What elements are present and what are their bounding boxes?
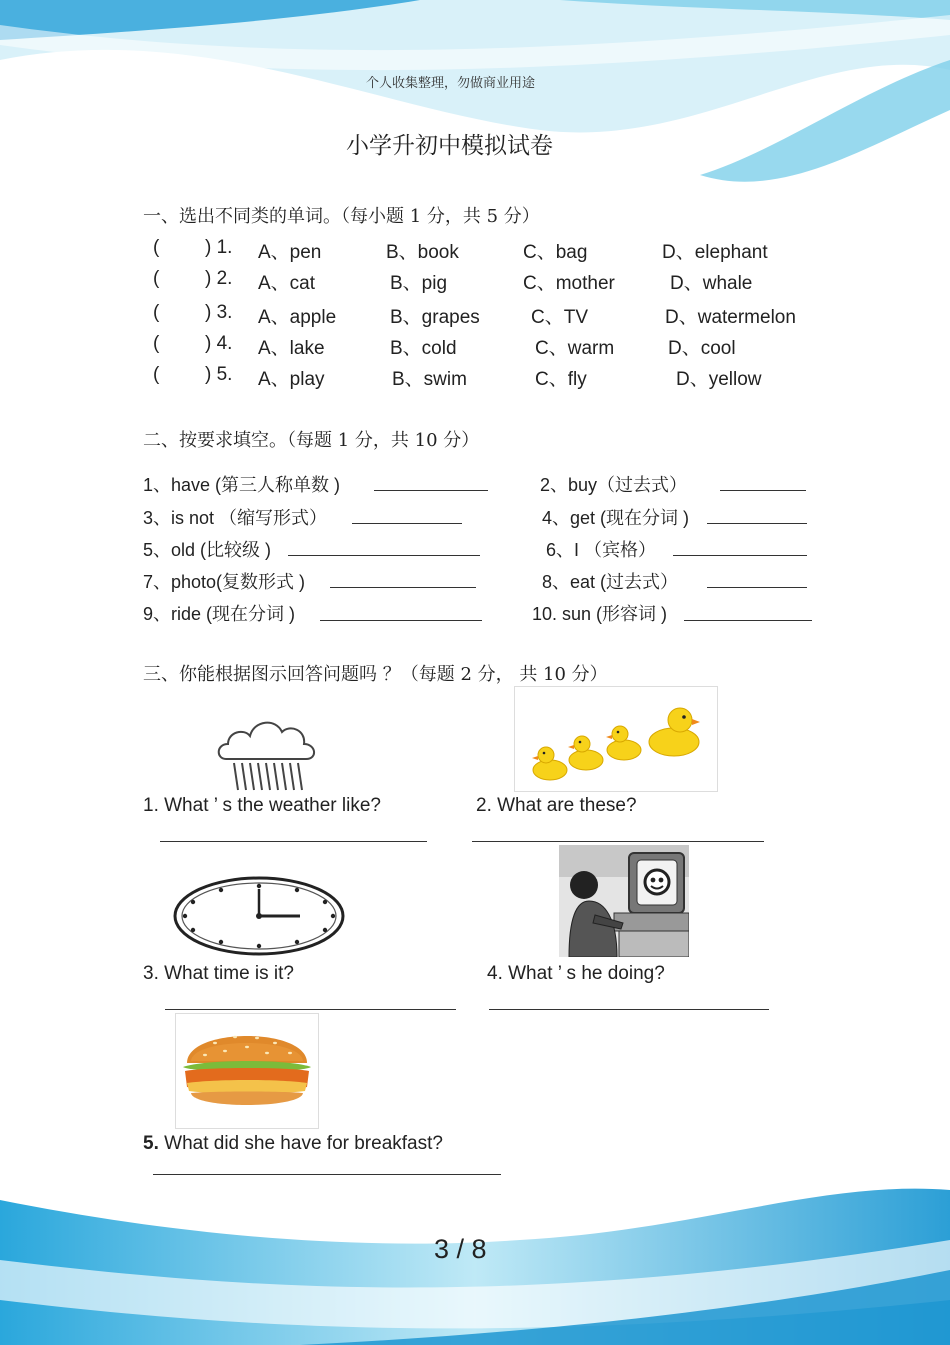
question-number: ) 1. xyxy=(205,237,233,258)
fill-item-8: 8、eat (过去式） xyxy=(542,572,679,592)
answer-line xyxy=(684,620,812,621)
question-5-text: What did she have for breakfast? xyxy=(158,1133,443,1154)
question-4: 4. What ’ s he doing? xyxy=(487,963,665,984)
section1-heading: 一、选出不同类的单词。（每小题 1 分，共 5 分） xyxy=(143,206,540,227)
fill-item-3: 3、is not （缩写形式） xyxy=(143,508,328,528)
clock-picture xyxy=(172,875,346,957)
answer-line xyxy=(153,1174,501,1175)
question-number: ) 3. xyxy=(205,302,233,323)
question-number: ) 2. xyxy=(205,268,233,289)
option-b: B、book xyxy=(386,242,459,263)
page-number: 3 / 8 xyxy=(434,1234,487,1264)
answer-paren: ( xyxy=(153,237,160,258)
fill-item-5: 5、old (比较级 ) xyxy=(143,540,272,560)
fill-item-6: 6、I （宾格） xyxy=(546,540,657,560)
fill-item-2: 2、buy（过去式） xyxy=(540,475,688,495)
fill-item-4: 4、get (现在分词 ) xyxy=(542,508,690,528)
option-d: D、cool xyxy=(668,338,736,359)
answer-paren: ( xyxy=(153,333,160,354)
option-c: C、mother xyxy=(523,273,615,294)
answer-line xyxy=(330,587,476,588)
option-a: A、apple xyxy=(258,307,337,328)
option-a: A、play xyxy=(258,369,325,390)
question-3: 3. What time is it? xyxy=(143,963,294,984)
question-1: 1. What ’ s the weather like? xyxy=(143,795,381,816)
fill-item-7: 7、photo(复数形式 ) xyxy=(143,572,306,592)
section2-heading: 二、按要求填空。（每题 1 分，共 10 分） xyxy=(143,430,480,451)
answer-line xyxy=(707,587,807,588)
option-a: A、lake xyxy=(258,338,325,359)
answer-paren: ( xyxy=(153,302,160,323)
answer-line xyxy=(288,555,480,556)
option-c: C、warm xyxy=(535,338,615,359)
answer-paren: ( xyxy=(153,268,160,289)
option-b: B、grapes xyxy=(390,307,480,328)
answer-line xyxy=(160,841,427,842)
boy-at-computer-picture xyxy=(559,845,689,957)
option-b: B、cold xyxy=(390,338,457,359)
option-c: C、fly xyxy=(535,369,587,390)
question-number: ) 5. xyxy=(205,364,233,385)
option-d: D、yellow xyxy=(676,369,762,390)
section3-heading: 三、你能根据图示回答问题吗 ？（每题 2 分， 共 10 分） xyxy=(143,664,608,685)
hamburger-picture xyxy=(175,1013,319,1129)
answer-line xyxy=(707,523,807,524)
answer-line xyxy=(352,523,462,524)
header-note: 个人收集整理，勿做商业用途 xyxy=(366,76,536,91)
option-d: D、whale xyxy=(670,273,753,294)
answer-line xyxy=(165,1009,456,1010)
option-c: C、TV xyxy=(531,307,589,328)
option-a: A、pen xyxy=(258,242,322,263)
fill-item-1: 1、have (第三人称单数 ) xyxy=(143,475,341,495)
answer-paren: ( xyxy=(153,364,160,385)
question-2: 2. What are these? xyxy=(476,795,637,816)
question-5-number: 5. xyxy=(143,1133,159,1154)
question-5 xyxy=(143,1133,443,1155)
answer-line xyxy=(720,490,806,491)
option-b: B、pig xyxy=(390,273,448,294)
answer-line xyxy=(673,555,807,556)
answer-line xyxy=(374,490,488,491)
answer-line xyxy=(489,1009,769,1010)
option-c: C、bag xyxy=(523,242,588,263)
answer-line xyxy=(320,620,482,621)
question-number: ) 4. xyxy=(205,333,233,354)
option-b: B、swim xyxy=(392,369,467,390)
rubber-ducks-picture xyxy=(514,686,718,792)
option-d: D、watermelon xyxy=(665,307,796,328)
rain-cloud-icon xyxy=(214,714,320,794)
fill-item-9: 9、ride (现在分词 ) xyxy=(143,604,296,624)
page-title: 小学升初中模拟试卷 xyxy=(346,133,553,159)
option-d: D、elephant xyxy=(662,242,768,263)
option-a: A、cat xyxy=(258,273,316,294)
fill-item-10: 10. sun (形容词 ) xyxy=(532,604,668,624)
answer-line xyxy=(472,841,764,842)
